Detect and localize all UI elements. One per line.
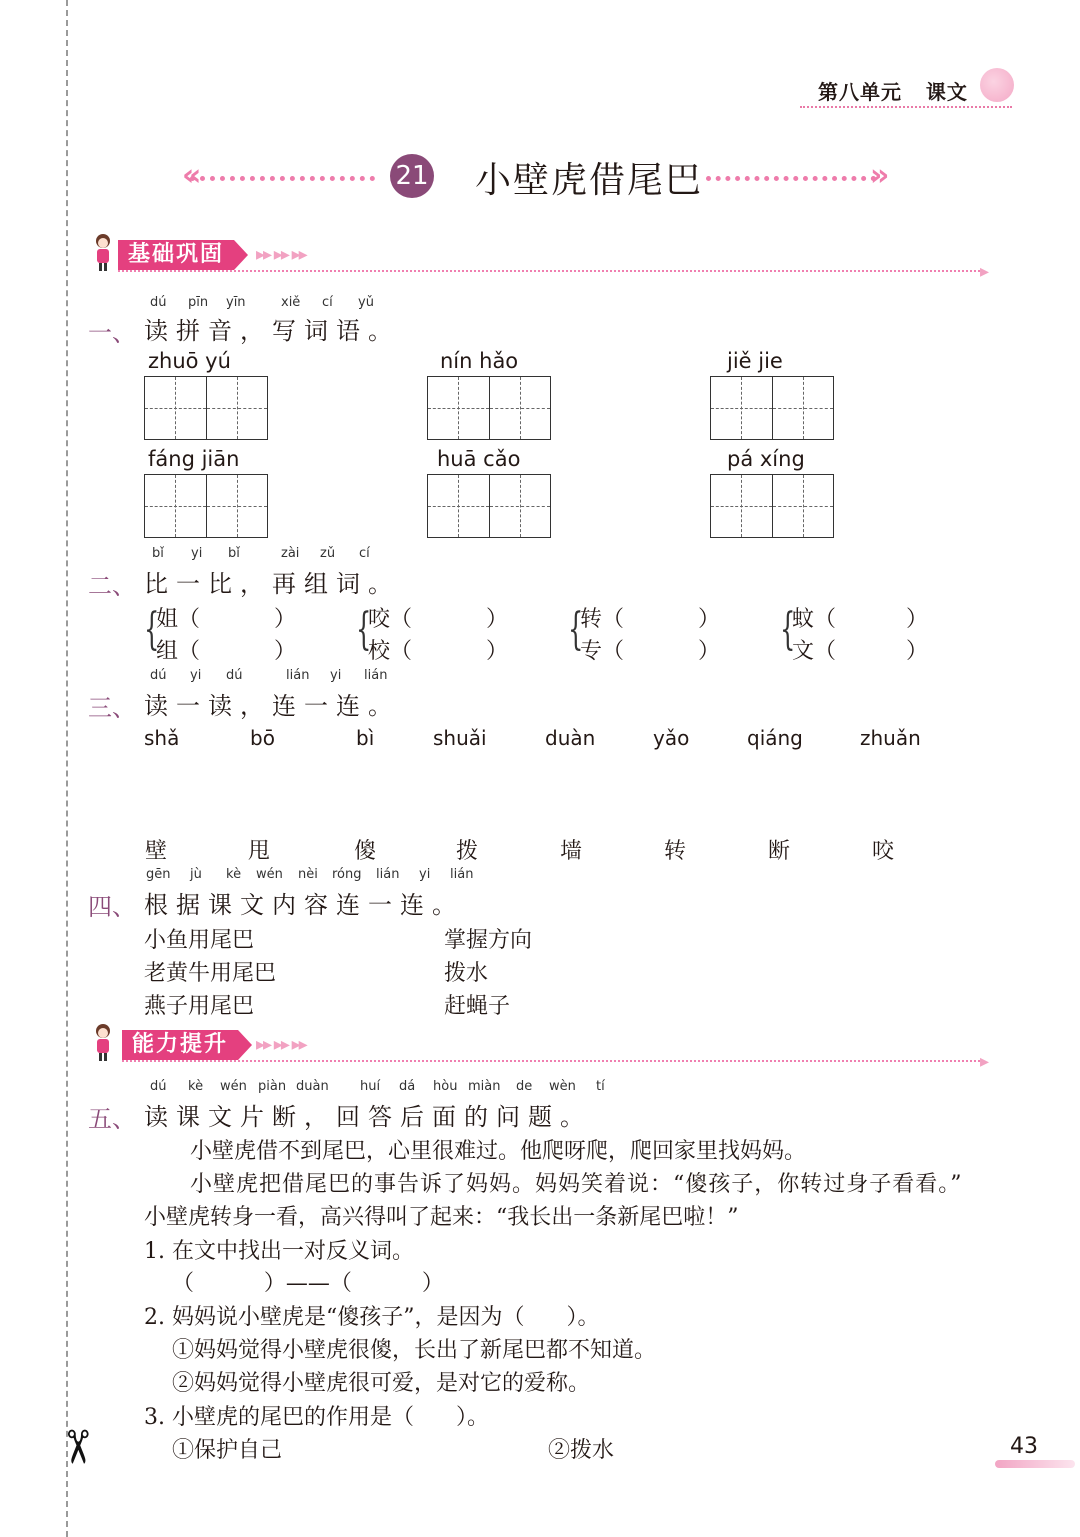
cut-line [66,0,68,1537]
writing-grid[interactable] [710,376,834,440]
q1-number: 一、 [88,319,136,347]
title-dots [706,176,876,181]
match-char[interactable]: 断 [768,839,791,864]
q3-pinyin-4: lián [286,668,310,683]
brace: { [356,604,372,655]
q2-pinyin-6: cí [359,546,370,561]
section-basic-banner: 基础巩固 [118,240,234,270]
match-char[interactable]: 咬 [872,839,895,864]
sub-question-2: 2. 妈妈说小壁虎是“傻孩子”，是因为（ ）。 [144,1305,600,1330]
q5-pinyin-3: wén [220,1079,247,1094]
q4-pinyin-2: jù [190,867,202,882]
match-pinyin[interactable]: bō [250,726,275,750]
paren-close: ） [906,607,929,632]
q5-pinyin-6: huí [360,1079,381,1094]
q2-pinyin-1: bǐ [152,546,164,561]
grid-pinyin: pá xíng [727,447,805,471]
q2-number: 二、 [88,572,136,600]
pair-char-a: 咬（ [368,607,413,632]
q1-pinyin-6: yǔ [358,295,374,310]
match-char[interactable]: 甩 [248,839,271,864]
match-left[interactable]: 燕子用尾巴 [144,994,255,1019]
q4-pinyin-5: nèi [298,867,318,882]
match-pinyin[interactable]: zhuǎn [860,726,921,750]
match-char[interactable]: 转 [664,839,687,864]
pair-char-a: 蚊（ [792,607,837,632]
q5-pinyin-4: piàn [258,1079,287,1094]
q4-pinyin-1: gēn [146,867,171,882]
writing-grid[interactable] [144,474,268,538]
option[interactable]: ①保护自己 [172,1438,283,1463]
q3-pinyin-5: yi [330,668,342,683]
lesson-title: 小壁虎借尾巴 [475,160,704,201]
passage-line: 小壁虎借不到尾巴，心里很难过。他爬呀爬，爬回家里找妈妈。 [190,1139,807,1164]
q1-pinyin-1: dú [150,295,167,310]
q1-pinyin-4: xiě [281,295,301,310]
sub-question-1: 1. 在文中找出一对反义词。 [144,1239,414,1264]
q3-number: 三、 [88,694,136,722]
q3-pinyin-2: yi [190,668,202,683]
section-divider [122,1060,980,1062]
brace: { [780,604,796,655]
grid-pinyin: zhuō yú [148,349,231,373]
q5-pinyin-1: dú [150,1079,167,1094]
paren-close: ） [486,639,509,664]
pair-char-b: 校（ [368,639,413,664]
match-left[interactable]: 老黄牛用尾巴 [144,961,277,986]
q5-instruction: 读课文片断，回答后面的问题。 [144,1103,592,1131]
section-label: 课文 [925,80,968,104]
option[interactable]: ②妈妈觉得小壁虎很可爱，是对它的爱称。 [172,1371,591,1396]
grid-pinyin: fáng jiān [148,447,240,471]
q5-pinyin-2: kè [188,1079,204,1094]
pair-char-b: 组（ [156,639,201,664]
q1-pinyin-3: yīn [226,295,246,310]
option[interactable]: ②拨水 [548,1438,615,1463]
match-left[interactable]: 小鱼用尾巴 [144,928,255,953]
q1-instruction: 读拼音，写词语。 [144,317,400,345]
q1-pinyin-2: pīn [188,295,209,310]
q4-pinyin-9: lián [450,867,474,882]
sub-question-3: 3. 小壁虎的尾巴的作用是（ ）。 [144,1405,489,1430]
girl-icon [92,1022,114,1062]
q4-pinyin-4: wén [256,867,283,882]
writing-grid[interactable] [427,376,551,440]
q2-pinyin-5: zǔ [320,546,336,561]
grid-pinyin: huā cǎo [437,447,521,471]
q5-pinyin-8: hòu [433,1079,458,1094]
q2-pinyin-4: zài [281,546,300,561]
match-right[interactable]: 拨水 [444,961,489,986]
match-pinyin[interactable]: shuǎi [433,726,487,750]
arrow-icon: ▸ [980,1051,988,1072]
brace: { [568,604,584,655]
match-right[interactable]: 赶蝇子 [444,994,511,1019]
match-pinyin[interactable]: yǎo [653,726,690,750]
match-char[interactable]: 傻 [354,839,377,864]
match-pinyin[interactable]: qiáng [747,726,803,750]
match-pinyin[interactable]: bì [356,726,375,750]
girl-icon [92,232,114,272]
unit-label: 第八单元 [818,80,902,104]
double-chevron-right-icon: » [870,158,890,193]
pair-char-b: 文（ [792,639,837,664]
brace: { [144,604,160,655]
q4-pinyin-6: róng [332,867,362,882]
antonym-blank[interactable]: （ ）——（ ） [172,1271,444,1296]
header-divider [800,106,1012,108]
match-char[interactable]: 壁 [145,839,168,864]
pair-char-a: 转（ [580,607,625,632]
page-number-bar [995,1460,1075,1468]
unit-header [818,76,968,105]
title-dots [190,176,375,181]
q5-pinyin-10: de [516,1079,533,1094]
q5-pinyin-5: duàn [296,1079,329,1094]
page-number: 43 [1010,1434,1038,1459]
q5-pinyin-7: dá [399,1079,416,1094]
q3-instruction: 读一读，连一连。 [144,692,400,720]
match-char[interactable]: 墙 [560,839,583,864]
q4-pinyin-8: yi [419,867,431,882]
q5-pinyin-12: tí [596,1079,605,1094]
pair-char-b: 专（ [580,639,625,664]
writing-grid[interactable] [427,474,551,538]
q5-number: 五、 [88,1105,136,1133]
arrows-icon: ▸▸ ▸▸ ▸▸ [256,1034,306,1055]
q3-pinyin-1: dú [150,668,167,683]
paren-close: ） [274,639,297,664]
lesson-number-badge: 21 [390,154,434,198]
flower-icon [980,68,1014,102]
match-right[interactable]: 掌握方向 [444,928,533,953]
paren-close: ） [274,607,297,632]
paren-close: ） [906,639,929,664]
paren-close: ） [698,607,721,632]
match-pinyin[interactable]: duàn [545,726,596,750]
writing-grid[interactable] [144,376,268,440]
q2-pinyin-2: yi [191,546,203,561]
passage-line: 小壁虎转身一看，高兴得叫了起来：“我长出一条新尾巴啦！” [144,1205,739,1230]
pair-char-a: 姐（ [156,607,201,632]
arrow-icon: ▸ [980,261,988,282]
q4-pinyin-3: kè [226,867,242,882]
match-pinyin[interactable]: shǎ [144,726,180,750]
q3 [88,668,788,734]
arrows-icon: ▸▸ ▸▸ ▸▸ [256,244,306,265]
q3-pinyin-6: lián [364,668,388,683]
double-chevron-left-icon: « [182,158,202,193]
scissors-icon: ✂ [50,1427,105,1467]
q5-pinyin-11: wèn [549,1079,576,1094]
grid-pinyin: nín hǎo [440,349,519,373]
section-divider [118,270,980,272]
q4-instruction: 根据课文内容连一连。 [144,891,464,919]
option[interactable]: ①妈妈觉得小壁虎很傻，长出了新尾巴都不知道。 [172,1338,657,1363]
q5-pinyin-9: miàn [468,1079,501,1094]
writing-grid[interactable] [710,474,834,538]
q4-pinyin-7: lián [376,867,400,882]
section-advanced-banner: 能力提升 [122,1030,238,1060]
q4-number: 四、 [88,893,136,921]
q3-pinyin-3: dú [226,668,243,683]
q2-instruction: 比一比，再组词。 [144,570,400,598]
grid-pinyin: jiě jie [727,349,783,373]
paren-close: ） [486,607,509,632]
q2-pinyin-3: bǐ [228,546,240,561]
q1-pinyin-5: cí [322,295,333,310]
passage-line: 小壁虎把借尾巴的事告诉了妈妈。妈妈笑着说：“傻孩子，你转过身子看看。” [190,1172,963,1197]
paren-close: ） [698,639,721,664]
match-char[interactable]: 拨 [456,839,479,864]
